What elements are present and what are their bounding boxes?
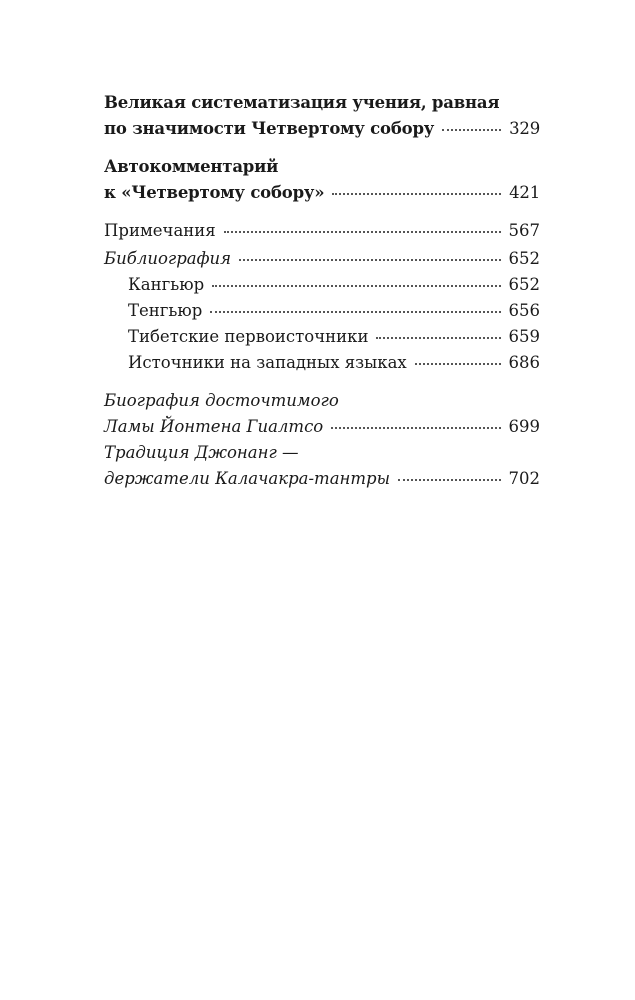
toc-entry-title: Примечания [104, 221, 216, 240]
toc-page-number: 656 [508, 301, 540, 320]
toc-entry-line [104, 298, 540, 324]
toc-entry-notes[interactable] [104, 218, 540, 244]
toc-entry-line [104, 466, 540, 492]
toc-page-number: 659 [508, 327, 540, 346]
dot-leader [239, 259, 500, 261]
dot-leader [376, 337, 500, 339]
toc-entry-line [104, 414, 540, 440]
toc-entry-line [104, 272, 540, 298]
toc-entry-title: Библиография [104, 249, 232, 268]
dot-leader [210, 311, 500, 313]
toc-entry-line [104, 388, 540, 414]
dot-leader [331, 427, 500, 429]
toc-page-number: 421 [509, 183, 540, 202]
dot-leader [442, 129, 501, 131]
toc-entry-line [104, 154, 540, 180]
toc-page-number: 329 [509, 119, 540, 138]
toc-entry-title: Тибетские первоисточники [128, 327, 369, 346]
toc-entry-line [104, 350, 540, 376]
toc-entry-kangyur[interactable] [104, 272, 540, 298]
toc-entry-title-line-1: Великая систематизация учения, равная [104, 93, 500, 112]
toc-page-number: 699 [508, 417, 540, 436]
toc-entry-title-line-2: по значимости Четвертому собору [104, 119, 435, 138]
toc-entry-autocommentary[interactable] [104, 154, 540, 206]
toc-entry-line [104, 90, 540, 116]
toc-entry-tibetan-sources[interactable] [104, 324, 540, 350]
toc-page-number: 652 [508, 249, 540, 268]
toc-entry-line [104, 180, 540, 206]
toc-entry-western-sources[interactable] [104, 350, 540, 376]
toc-page-number: 686 [508, 353, 540, 372]
dot-leader [212, 285, 500, 287]
toc-entry-tengyur[interactable] [104, 298, 540, 324]
dot-leader [224, 231, 501, 233]
dot-leader [415, 363, 501, 365]
toc-entry-title: Источники на западных языках [128, 353, 407, 372]
toc-entry-line [104, 324, 540, 350]
toc-entry-title-line-1: Биография досточтимого [104, 391, 339, 410]
toc-entry-title-line-2: Ламы Йонтена Гиалтсо [104, 417, 324, 436]
toc-entry-bibliography[interactable] [104, 246, 540, 272]
toc-entry-title: Тенгьюр [128, 301, 203, 320]
toc-entry-title-line-2: к «Четвертому собору» [104, 183, 325, 202]
toc-entry-line [104, 116, 540, 142]
dot-leader [332, 193, 501, 195]
toc-entry-systematization[interactable] [104, 90, 540, 142]
toc-entry-line [104, 440, 540, 466]
toc-page-number: 652 [508, 275, 540, 294]
toc-entry-biography[interactable] [104, 388, 540, 440]
dot-leader [398, 479, 500, 481]
toc-entry-title-line-1: Традиция Джонанг — [104, 443, 299, 462]
toc-page-number: 567 [508, 221, 540, 240]
toc-entry-title-line-1: Автокомментарий [104, 157, 279, 176]
toc-page-number: 702 [508, 469, 540, 488]
toc-entry-title-line-2: держатели Калачакра-тантры [104, 469, 391, 488]
toc-entry-title: Кангьюр [128, 275, 205, 294]
toc-entry-jonang-tradition[interactable] [104, 440, 540, 492]
toc-entry-line [104, 218, 540, 244]
toc-entry-line [104, 246, 540, 272]
table-of-contents [104, 90, 540, 492]
